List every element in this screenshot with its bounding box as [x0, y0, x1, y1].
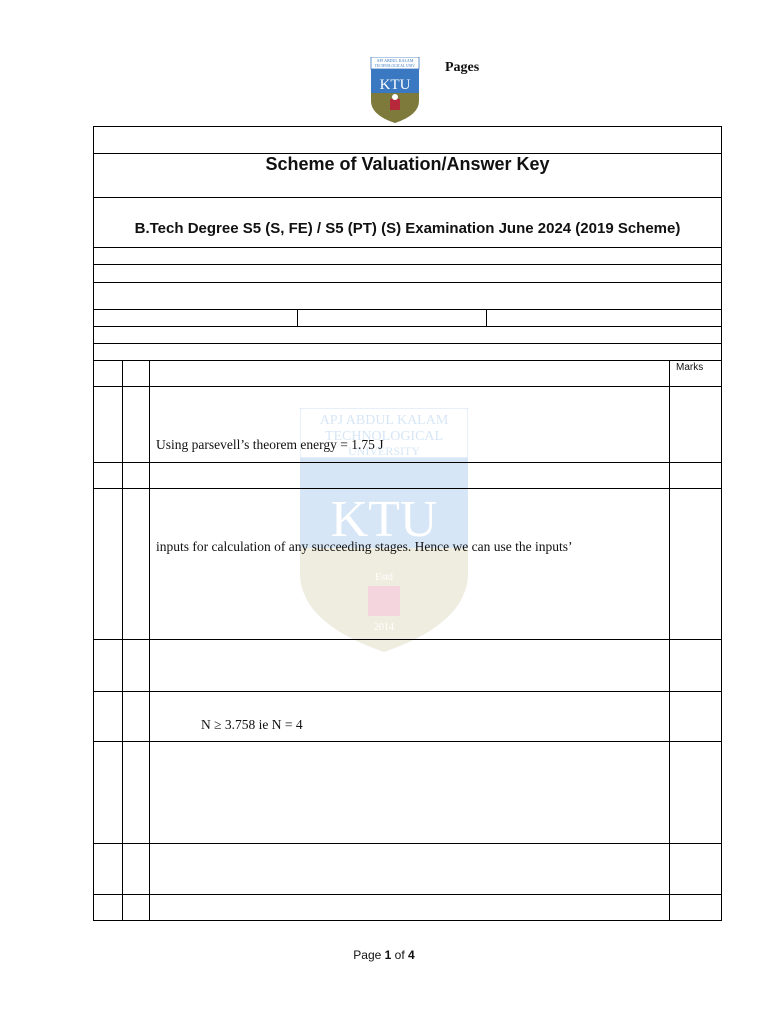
table-rule [93, 264, 722, 265]
table-rule [93, 343, 722, 344]
table-rule [93, 282, 722, 283]
watermark-line2: TECHNOLOGICAL [324, 429, 444, 444]
logo-letters: KTU [379, 77, 411, 93]
table-col-divider [669, 360, 670, 920]
watermark-line1: APJ ABDUL KALAM [319, 413, 449, 428]
document-title: Scheme of Valuation/Answer Key [265, 154, 550, 174]
table-rule [93, 326, 722, 327]
table-rule [93, 894, 722, 895]
answer-line: inputs for calculation of any succeeding stages. Hence we can use the inputs’ [156, 539, 573, 554]
table-rule [93, 197, 722, 198]
table-border-bottom [93, 920, 722, 921]
exam-subtitle: B.Tech Degree S5 (S, FE) / S5 (PT) (S) Examination June 2024 (2019 Scheme) [134, 220, 681, 237]
pages-label: Pages [445, 60, 480, 75]
table-rule [93, 247, 722, 248]
table-rule [93, 639, 722, 640]
table-col-divider [149, 360, 150, 920]
table-rule [93, 360, 722, 361]
table-rule [93, 488, 722, 489]
of-word: of [394, 948, 405, 962]
answer-line: N ≥ 3.758 ie N = 4 [201, 717, 303, 732]
table-col-divider [122, 360, 123, 920]
table-border-right [721, 126, 722, 920]
watermark-estd: Estd [375, 572, 393, 583]
answer-line: Using parsevell’s theorem energy = 1.75 J [156, 437, 384, 452]
page-total: 4 [408, 948, 415, 962]
table-rule [93, 691, 722, 692]
page-number: 1 [384, 948, 392, 962]
watermark-letters: KTU [330, 491, 438, 548]
table-rule [93, 386, 722, 387]
page-word: Page [353, 948, 382, 962]
marks-column-header: Marks [676, 362, 704, 373]
table-border-top [93, 126, 722, 127]
table-rule [93, 741, 722, 742]
svg-text:APJ ABDUL KALAM: APJ ABDUL KALAM [376, 58, 414, 63]
table-rule [93, 462, 722, 463]
table-border-left [93, 126, 94, 920]
table-col-divider [297, 309, 298, 326]
watermark-year: 2014 [374, 622, 394, 633]
page-footer [0, 948, 768, 962]
watermark-line3: UNIVERSITY [348, 444, 420, 458]
table-rule [93, 843, 722, 844]
svg-text:TECHNOLOGICAL UNIV.: TECHNOLOGICAL UNIV. [374, 64, 416, 68]
table-col-divider [486, 309, 487, 326]
ktu-logo [369, 57, 421, 123]
table-rule [93, 309, 722, 310]
